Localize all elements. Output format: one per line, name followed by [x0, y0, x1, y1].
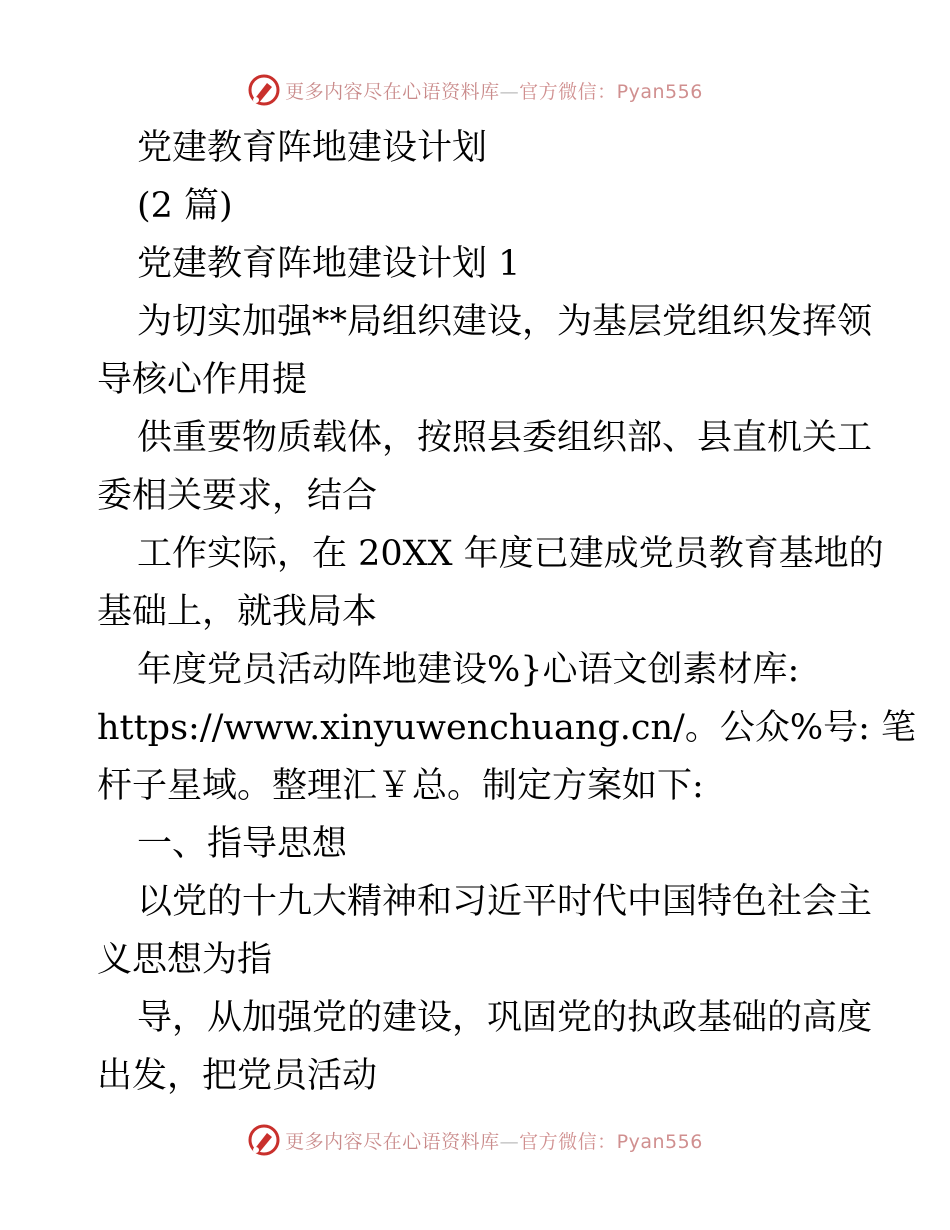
text-line: 导核心作用提 [97, 360, 308, 400]
text-line: 杆子星域。整理汇￥总。制定方案如下: [97, 766, 704, 806]
watermark-wechat: 官方微信：Pyan556 [519, 1130, 703, 1153]
text-line: 以党的十九大精神和习近平时代中国特色社会主 [137, 882, 873, 922]
text-line: 为切实加强**局组织建设，为基层党组织发挥领 [137, 302, 873, 342]
text-line: 导，从加强党的建设，巩固党的执政基础的高度 [137, 998, 873, 1038]
text-line: 委相关要求，结合 [97, 476, 378, 516]
header-watermark [0, 70, 950, 110]
text-line: 工作实际，在 20XX 年度已建成党员教育基地的 [137, 534, 884, 574]
text-line: 基础上，就我局本 [97, 592, 378, 632]
watermark-wechat: 官方微信：Pyan556 [519, 80, 703, 103]
doc-subtitle: (2 篇) [137, 186, 233, 226]
footer-watermark [0, 1120, 950, 1160]
pen-nib-logo-icon [247, 1123, 281, 1157]
text-line: https://www.xinyuwenchuang.cn/。公众%号: 笔 [97, 708, 916, 748]
text-line: 年度党员活动阵地建设%}心语文创素材库: [137, 650, 800, 690]
text-line: 出发，把党员活动 [97, 1056, 378, 1096]
watermark-site: 更多内容尽在心语资料库 [285, 1130, 500, 1153]
section-heading: 一、指导思想 [137, 824, 348, 864]
watermark-site: 更多内容尽在心语资料库 [285, 80, 500, 103]
doc-title: 党建教育阵地建设计划 [137, 128, 488, 168]
watermark-separator: — [499, 80, 520, 103]
pen-nib-logo-icon [247, 73, 281, 107]
watermark-separator: — [499, 1130, 520, 1153]
text-line: 供重要物质载体，按照县委组织部、县直机关工 [137, 418, 873, 458]
text-line: 义思想为指 [97, 940, 273, 980]
section-title: 党建教育阵地建设计划 1 [137, 244, 521, 284]
